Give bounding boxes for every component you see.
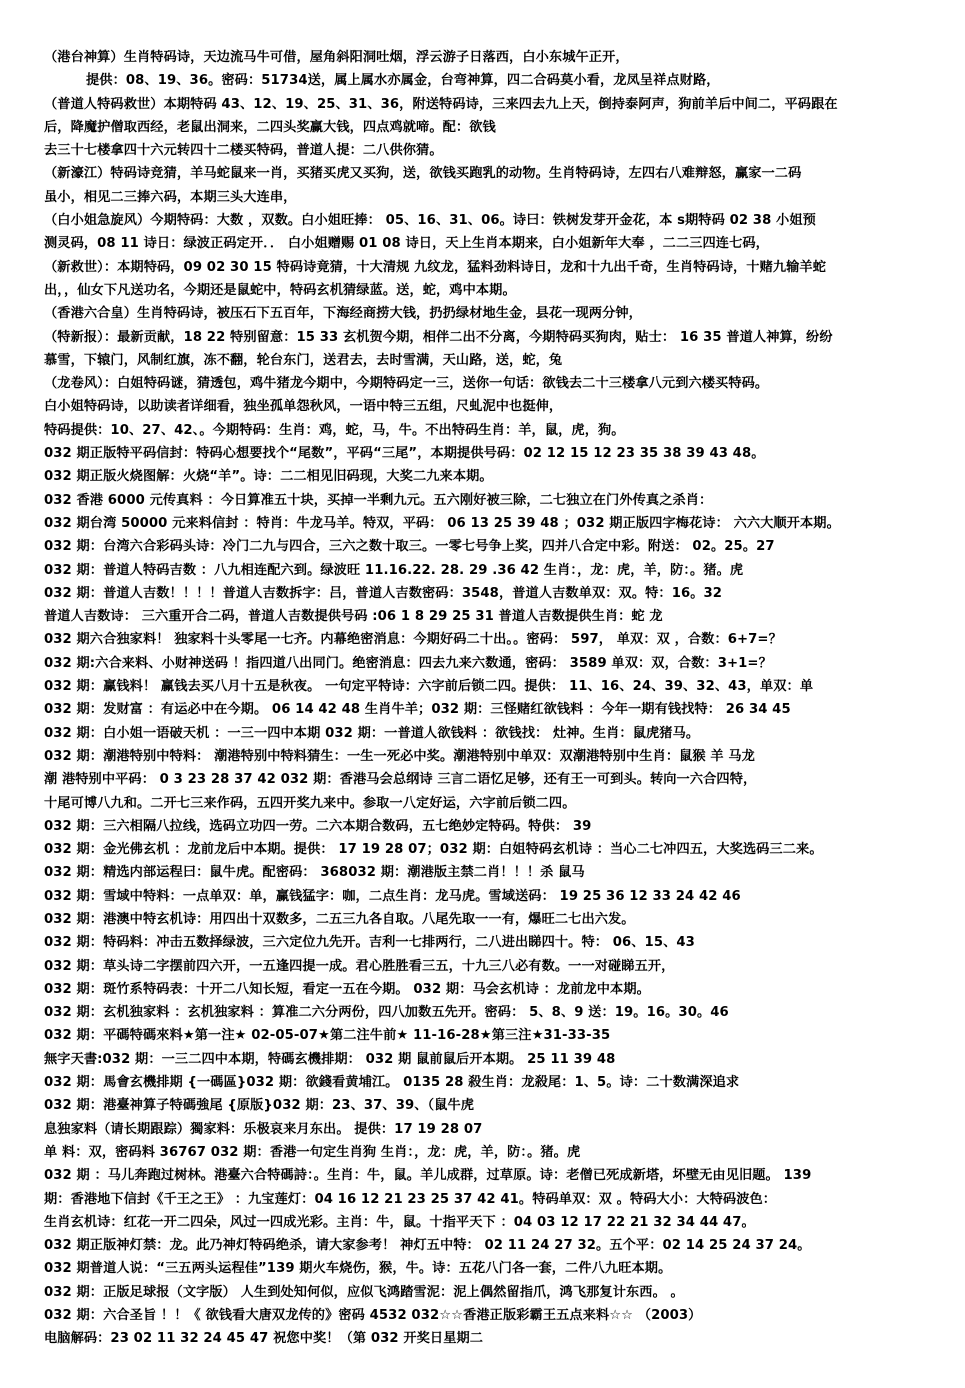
text-line: 期：香港地下信封《千王之王》 ：九宝莲灯：04 16 12 21 23 25 37 42 41。特码单双：双 。特码大小：大特码波色： — [44, 1191, 777, 1207]
text-line: 032 期：台湾六合彩码头诗：冷门二九与四合，三六之数十取三。一零七号争上奖，四并八合定中彩。附送： 02。25。27 — [44, 539, 775, 555]
text-line: （新濠江）特码诗竞猜，羊马蛇鼠来一肖，买猪买虎又买狗，送，欲钱买跑乳的动物。生肖特码诗，左四右八难辩怒，赢家一二码 — [44, 166, 802, 182]
text-line: 生肖玄机诗：红花一开二四朵，风过一四成光彩。主肖：牛，鼠。十指平天下 ：04 03 12 17 22 21 32 34 44 47。 — [44, 1214, 755, 1230]
text-line: 测灵码，08 11 诗日：绿波正码定开．． 白小姐赠赐 01 08 诗日，天上生肖本期来，白小姐新年大奉 ，二二三四连七码， — [44, 236, 769, 252]
text-line: 032 期：港臺神算子特碼強尾 {原版}032 期：23、37、39、（鼠牛虎 — [44, 1098, 475, 1114]
text-line: 032 期：普道人特码吉数 ：八九相连配六到。绿波旺 11.16.22. 28. 29 .36 42 生肖：，龙：虎，羊，防：。猪。虎 — [44, 562, 744, 578]
text-line: 032 期：白小姐一语破天机 ：一三一四中本期 032 期：一普道人欲钱料 ：欲钱找： 灶神。生肖：鼠虎猪马。 — [44, 725, 700, 741]
text-line: 032 期：普道人吉数！！！！普道人吉数拆字：吕，普道人吉数密码：3548，普道人吉数单双：双。特：16。32 — [44, 585, 723, 601]
text-line: （普道人特码救世）本期特码 43、12、19、25、31、36，附送特码诗，三来四去九上天，倒持泰阿声，狗前羊后中间二，平码跟在 — [44, 96, 838, 112]
text-line: 032 期正版神灯禁：龙。此乃神灯特码绝杀，请大家参考！ 神灯五中特： 02 11 24 27 32。五个平：02 14 25 24 37 24。 — [44, 1238, 811, 1254]
text-line: 032 期：发财富 ：有运必中在今期。 06 14 42 48 生肖牛羊；032 期：三怪赌红欲钱料 ：今年一期有钱找特： 26 34 45 — [44, 702, 791, 718]
text-line: 032 期:六合来料、小财神送码 ！指四道八出同门。绝密消息：四去九来六数通，密码： 3589 单双：双，合数：3+1=？ — [44, 655, 772, 671]
text-line: 032 期六合独家料！ 独家料十头零尾一七齐。内幕绝密消息：今期好码二十出。。密码： 597， 单双：双 ，合数：6+7=？ — [44, 632, 782, 648]
text-line: 032 期：斑竹系特码表：十开二八知长短，看定一五在今期。 032 期：马会玄机诗 ：龙前龙中本期。 — [44, 981, 650, 997]
text-line: 032 期正版特平码信封：特码心想要找个“尾数”，平码“三尾”，本期提供号码：02 12 15 12 23 35 38 39 43 48。 — [44, 446, 765, 462]
text-line: （龙卷风）：白姐特码谜，猜透包，鸡牛猪龙今期中，今期特码定一三，送你一句话：欲钱去二十三楼拿八元到六楼买特码。 — [44, 376, 769, 392]
text-line: 032 期：平碼特碼來料★第一注★ 02-05-07★第二注牛前★ 11-16-28★第三注★31-33-35 — [44, 1028, 611, 1044]
text-line: 032 期：金光佛玄机 ：龙前龙后中本期。提供： 17 19 28 07；032 期：白姐特码玄机诗 ：当心二七冲四五，大奖选码三二来。 — [44, 842, 823, 858]
text-line: 032 期：雪域中特料：一点单双：单，赢钱猛字：咖，二点生肖：龙马虎。雪域送码： 19 25 36 12 33 24 42 46 — [44, 888, 741, 904]
text-line: 慕雪，下辕门，风制红旗，冻不翻，轮台东门，送君去，去时雪满，天山路，送，蛇，兔 — [44, 352, 563, 368]
text-line: 032 期：草头诗二字摆前四六开，一五逢四提一成。君心胜胜看三五，十九三八必有数。一一对碰睇五开， — [44, 958, 675, 974]
text-line: 032 期：港澳中特玄机诗：用四出十双数多，二五三九各自取。八尾先取一一有，爆旺二七出六发。 — [44, 911, 635, 927]
text-line: 虽小，相见二三捧六码，本期三头大连串， — [44, 189, 297, 205]
text-line: 电脑解码：23 02 11 32 24 45 47 祝您中奖！（第 032 开奖日星期二 — [44, 1331, 484, 1347]
text-line: （港台神算）生肖特码诗，天边流马牛可借，屋角斜阳洞吐烟，浮云游子日落西，白小东城午正开， — [44, 50, 629, 65]
text-line: 出，，仙女下凡送功名，今期还是鼠蛇中，特码玄机猜绿蓝。送，蛇，鸡中本期。 — [44, 282, 516, 298]
text-line: （香港六合皇）生肖特码诗，被压石下五百年，下海经商捞大钱，扔扔绿材地生金，县花一现两分钟， — [44, 306, 642, 322]
text-line: 去三十七楼拿四十六元转四十二楼买特码，普道人提：二八供你猜。 — [44, 143, 443, 159]
text-line: 032 期：正版足球报（文字版） 人生到处知何似，应似飞鸿踏雪泥：泥上偶然留指爪，鸿飞那复计东西。 。 — [44, 1284, 684, 1300]
text-line: 032 期：玄机独家料 ：玄机独家料 ：算准二六分两份，四八加数五先开。密码： 5、8、9 送：19。16。30。46 — [44, 1005, 729, 1021]
text-line: 032 期：六合圣旨 ！！《 欲钱看大唐双龙传的》密码 4532 032☆☆香港正版彩霸王五点来料☆☆ （2003） — [44, 1308, 702, 1324]
text-line: 后，降魔护僧取西经，老鼠出洞来，二四头奖赢大钱，四点鸡就啼。配：欲钱 — [44, 119, 496, 135]
text-line: 032 期：特码料：冲击五数择绿波，三六定位九先开。吉利一七排两行，二八进出睇四十。特： 06、15、43 — [44, 935, 695, 951]
text-line: 032 香港 6000 元传真料 ：今日算准五十块，买掉一半剩九元。五六刚好被三除，二七独立在门外传真之杀肖： — [44, 492, 713, 508]
text-line: （白小姐急旋风）今期特码：大数 ，双数。白小姐旺捧： 05、16、31、06。诗曰：铁树发芽开金花，本 s期特码 02 38 小姐预 — [44, 213, 816, 229]
text-line: 032 期台湾 50000 元来料信封 ：特肖：牛龙马羊。特双，平码： 06 13 25 39 48 ；032 期正版四字梅花诗： 六六大顺开本期。 — [44, 515, 840, 531]
text-line: 普道人吉数诗： 三六重开合二码，普道人吉数提供号码 :06 1 8 29 25 31 普道人吉数提供生肖：蛇 龙 — [44, 609, 663, 625]
text-line: 提供：08、19、36。密码：51734送，属上属水亦属金，台弯神算，四二合码莫小看，龙凤呈祥点财路， — [86, 73, 720, 89]
text-line: 032 期：潮港特别中特料： 潮港特别中特料猜生：一生一死必中奖。潮港特别中单双：双潮港特别中生肖：鼠猴 羊 马龙 — [44, 748, 755, 764]
text-line: 032 期：赢钱料！ 赢钱去买八月十五是秋夜。 一句定平特诗：六字前后锁二四。提供： 11、16、24、39、32、43，单双：单 — [44, 679, 814, 695]
text-line: 無字天書:032 期：一三二四中本期，特碼玄機排期： 032 期 鼠前鼠后开本期。 25 11 39 48 — [44, 1051, 616, 1067]
text-line: （新救世）：本期特码，09 02 30 15 特码诗竟猜，十大清规 九纹龙，猛料劲料诗日，龙和十九出千奇，生肖特码诗，十赌九输羊蛇 — [44, 259, 827, 275]
text-line: 十尾可博八九和。二开七三来作码，五四开奖九来中。参取一八定好运，六字前后锁二四。 — [44, 795, 576, 811]
text-line: 潮 港特别中平码： 0 3 23 28 37 42 032 期：香港马会总纲诗 三言二语忆足够，还有王一可到头。转向一六合四特， — [44, 772, 757, 788]
text-line: 白小姐特码诗，以助读者详细看，独坐孤单怨秋风，一语中特三五组，尺虬泥中也挺伸， — [44, 399, 563, 415]
text-line: 032 期：精选内部运程曰：鼠牛虎。配密码： 368032 期：潮港版主禁二肖！！！杀 鼠马 — [44, 865, 585, 881]
text-line: 032 期 ：马儿奔跑过树林。港臺六合特碼詩：。生肖：牛，鼠。羊儿成群，过草原。诗：老僧已死成新塔，坏壁无由见旧题。 139 — [44, 1168, 812, 1184]
text-line: 032 期正版火烧图解：火烧“羊”。诗：二二相见旧码现，大奖二九来本期。 — [44, 469, 493, 485]
text-line: （特新报）：最新贡献，18 22 特别留意：15 33 玄机贺今期，相伴二出不分离，今期特码买狗肉，贴士： 16 35 普道人神算，纷纷 — [44, 329, 833, 345]
text-line: 特码提供：10、27、42、。今期特码：生肖：鸡，蛇，马，牛。不出特码生肖：羊，鼠，虎，狗。 — [44, 422, 625, 438]
text-line: 032 期普道人说：“三五两头运程佳”139 期火车烧伤，猴，牛。诗：五花八门各一套，二件八九旺本期。 — [44, 1261, 672, 1277]
text-line: 单 料：双，密码料 36767 032 期：香港一句定生肖狗 生肖：，龙：虎，羊，防：。猪。虎 — [44, 1144, 581, 1160]
text-line: 032 期：三六相隔八拉线，选码立功四一劳。二六本期合数码，五七绝妙定特码。特供： 39 — [44, 818, 592, 834]
text-line: 息独家料（请长期跟踪）獨家料：乐极哀来月东出。 提供：17 19 28 07 — [44, 1121, 483, 1137]
text-line: 032 期：馬會玄機排期 {一碼區}032 期：欲錢看黄埔江。 0135 28 殺生肖：龙殺尾：1、5。诗：二十数满深追求 — [44, 1075, 740, 1091]
